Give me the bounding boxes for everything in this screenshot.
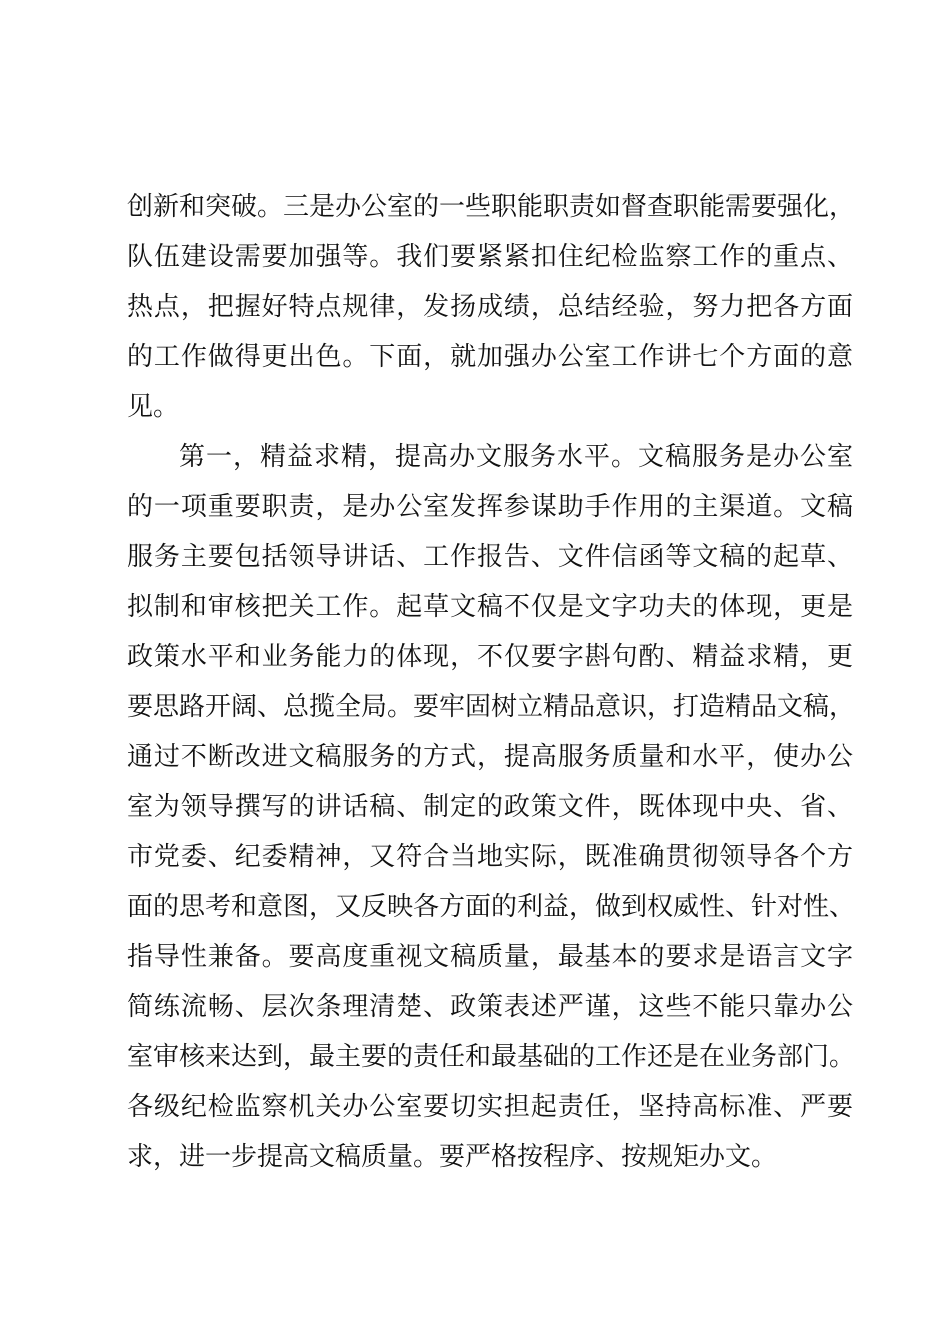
text-line: 指导性兼备。要高度重视文稿质量，最基本的要求是语言文字 — [127, 942, 853, 972]
text-line: 第一，精益求精，提高办文服务水平。文稿服务是办公室 — [179, 442, 853, 472]
paragraph-2 — [127, 432, 856, 1182]
text-line: 的一项重要职责，是办公室发挥参谋助手作用的主渠道。文稿 — [127, 492, 853, 522]
text-line: 创新和突破。三是办公室的一些职能职责如督查职能需要强化， — [127, 192, 856, 222]
text-line: 政策水平和业务能力的体现，不仅要字斟句酌、精益求精，更 — [127, 642, 853, 672]
text-line: 通过不断改进文稿服务的方式，提高服务质量和水平，使办公 — [127, 742, 853, 772]
text-line: 室审核来达到，最主要的责任和最基础的工作还是在业务部门。 — [127, 1042, 856, 1072]
body-text — [127, 182, 856, 1182]
text-line: 见。 — [127, 392, 180, 422]
text-line: 拟制和审核把关工作。起草文稿不仅是文字功夫的体现，更是 — [127, 592, 853, 622]
text-line: 要思路开阔、总揽全局。要牢固树立精品意识，打造精品文稿， — [127, 692, 856, 722]
text-line: 的工作做得更出色。下面，就加强办公室工作讲七个方面的意 — [127, 342, 853, 372]
text-line: 面的思考和意图，又反映各方面的利益，做到权威性、针对性、 — [127, 892, 856, 922]
text-line: 各级纪检监察机关办公室要切实担起责任，坚持高标准、严要 — [127, 1092, 853, 1122]
text-line: 服务主要包括领导讲话、工作报告、文件信函等文稿的起草、 — [127, 542, 853, 572]
text-line: 简练流畅、层次条理清楚、政策表述严谨，这些不能只靠办公 — [127, 992, 853, 1022]
text-line: 队伍建设需要加强等。我们要紧紧扣住纪检监察工作的重点、 — [127, 242, 853, 272]
text-line: 热点，把握好特点规律，发扬成绩，总结经验，努力把各方面 — [127, 292, 853, 322]
text-line: 室为领导撰写的讲话稿、制定的政策文件，既体现中央、省、 — [127, 792, 853, 822]
paragraph-1 — [127, 182, 856, 432]
text-line: 求，进一步提高文稿质量。要严格按程序、按规矩办文。 — [127, 1142, 778, 1172]
text-line: 市党委、纪委精神，又符合当地实际，既准确贯彻领导各个方 — [127, 842, 853, 872]
